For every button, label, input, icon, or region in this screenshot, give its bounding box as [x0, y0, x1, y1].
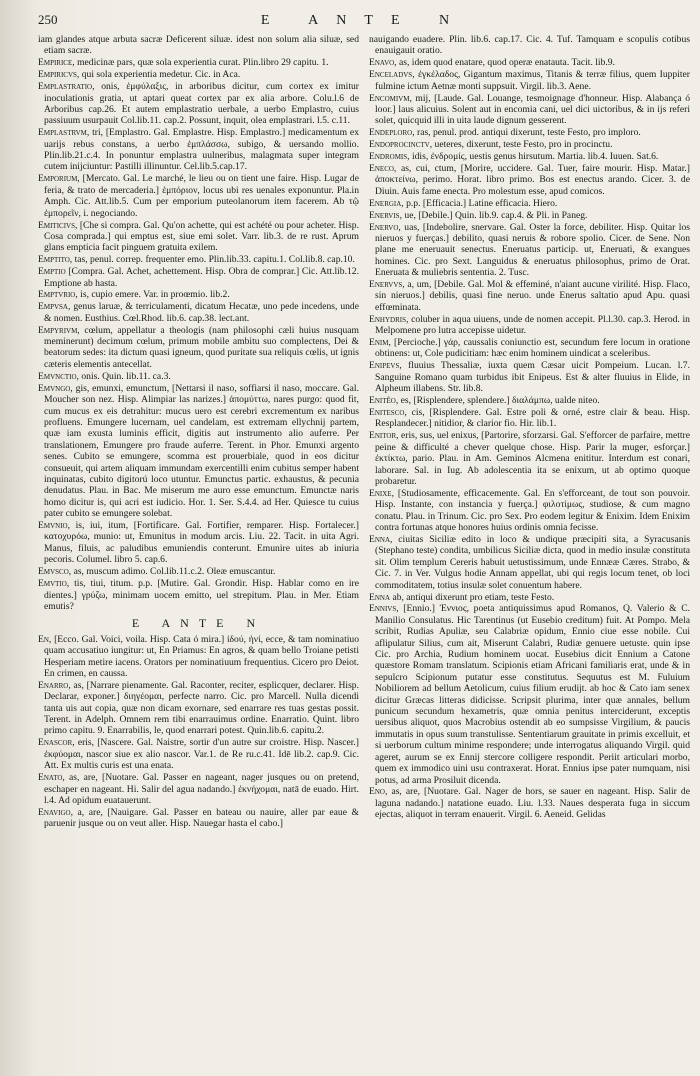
entry-text: tas, penul. correp. frequenter emo. Plin.lib.33. capitu.1. Col.lib.8. cap.10. [74, 254, 355, 266]
entry-text: ab, antiqui dixerunt pro etiam, teste Festo. [392, 591, 555, 603]
entry-headword: Ennivs, [369, 603, 399, 615]
dictionary-entry [38, 57, 359, 68]
entry-headword: Emvsco, [38, 566, 72, 578]
dictionary-entry [369, 198, 690, 209]
entry-text: [Che si compra. Gal. Qu'on achette, qui est achété ou pour acheter. Hisp. Cosa comprada.] qui emptus est, siue emi solet. Varr. lib.3. de re rust. Aprum glans empticia facit pinguem gratuita exilem. [44, 219, 359, 254]
dictionary-entry [38, 772, 359, 806]
entry-text: genus laruæ, & terriculamenti, dicatum Hecatæ, uno pede incedens, unde & nomen. Eusthius. Cœl.Rhod. lib.6. cap.38. lect.ant. [44, 301, 359, 324]
entry-text: [Compra. Gal. Achet, achettement. Hisp. Obra de comprar.] Cic. Att.lib.12. Emptione ab hasta. [44, 266, 359, 289]
dictionary-entry [369, 534, 690, 591]
entry-text: tis, tiui, titum. p.p. [Mutire. Gal. Grondir. Hisp. Hablar como en ire dientes.] γρύζω, minimam uocem emitto, uel strepitum. Plau. in Mer. Etiam emutis? [44, 578, 359, 612]
dictionary-entry [38, 81, 359, 127]
entry-text: iam glandes atque arbuta sacræ Deficerent siluæ. idest non solum alia siluæ, sed etiam sacræ. [38, 34, 359, 57]
dictionary-entry [38, 220, 359, 254]
dictionary-entry [38, 254, 359, 265]
entry-headword: Enitêo, [369, 395, 399, 407]
entry-text: ἐγκέλαδος, Gigantum maximus, Titanis & terræ filius, quem Iuppiter fulmine ictum Aetnæ monti suppsuit. Virgil. lib.3. Aene. [375, 69, 690, 92]
dictionary-entry [369, 360, 690, 394]
entry-headword: Emvnio, [38, 520, 70, 532]
entry-headword: Empyrivm, [38, 324, 80, 336]
entry-headword: Emptvrio, [38, 289, 78, 301]
dictionary-entry [38, 807, 359, 830]
entry-text: ue, [Debile.] Quin. lib.9. cap.4. & Pli. in Paneg. [404, 209, 588, 221]
entry-headword: Energia, [369, 197, 404, 209]
entry-headword: Emvngo, [38, 382, 73, 394]
entry-text: is, cupio emere. Var. in proœmio. lib.2. [80, 289, 230, 301]
dictionary-entry [38, 371, 359, 382]
entry-headword: Enim, [369, 337, 391, 349]
dictionary-entry [38, 680, 359, 737]
entry-text: p.p. [Efficacia.] Latine efficacia. Hiero. [406, 197, 558, 209]
dictionary-entry [369, 786, 690, 820]
entry-text: coluber in aqua uiuens, unde de nomen accepit. Pl.l.30. cap.3. Herod. in Melpomene pro lutra accepisse uidetur. [375, 313, 690, 337]
entry-text: es, [Risplendere, splendere.] διαλάμπω, ualde niteo. [400, 395, 600, 407]
entry-headword: Emplastratio, [38, 81, 95, 93]
dictionary-entry [38, 578, 359, 612]
dictionary-entry [38, 34, 359, 57]
entry-headword: Enipevs, [369, 360, 402, 372]
dictionary-entry [369, 603, 690, 786]
dictionary-entry [38, 266, 359, 289]
entry-text: as, muscum adimo. Col.lib.11.c.2. Oleæ emuscantur. [73, 566, 276, 578]
entry-text: [Studiosamente, efficacemente. Gal. En s'efforceant, de tout son pouvoir. Hisp. Instante, con instancia y fuerça.] φιλοτίμως, studiose, & cum magno conatu. Plau. in Trinum. Cic. pro Sex. Pro eodem legitur & Enixim. Idem Enixim contra fortunas atque honores huius ordinis omnia fecisse. [375, 487, 690, 534]
entry-text: is, iui, itum, [Fortificare. Gal. Fortifier, remparer. Hisp. Fortalecer.] κατοχυρόω, munio: ut, Emunitus in modum arcis. Liu. 22. Tacit. in uita Agri. Manus, filuis, ac paludibus emuniendis conterunt. Emunire uites ab iniuria pecoris. Columel. libro 5. cap.6. [44, 520, 359, 566]
dictionary-entry [369, 57, 690, 68]
entry-text: eris, sus, uel enixus, [Partorire, sforzarsi. Gal. S'efforcer de parfaire, mettre peine & difficulté a chever quelque chose. Hisp. Parir la muger, esforçar.] ἐκτίκτω, pario. Plau. in Am. Geminos Alcmena enititur. Interdum est conari, laborare. Sal. in Iug. Ab adolescentia ita se enixum, ut ab optimo quoque probaretur. [375, 430, 690, 487]
entry-headword: Enna, [369, 533, 393, 545]
dictionary-entry [369, 407, 690, 430]
entry-text: [Mercato. Gal. Le marché, le lieu ou on tient une faire. Hisp. Lugar de feria, & trato de mercaderia.] ἐμπόριον, locus ubi res uenales exponuntur. Pla.in Amph. Cic. Att.lib.5. Cum per emporium puteolanorum item facerem. Ab τῷ ἐμπορεῖν, i. negociando. [44, 173, 359, 219]
entry-text: as, are, [Nuotare. Gal. Nager de hors, se sauer en nageant. Hisp. Salir de laguna nadando.] natatione euado. Liu. l.33. Naues desperata fuga in siccum ejectas, aliquot in terram enauerit. Virgil. 6. Aeneid. Gelidas [375, 786, 690, 821]
entry-text: ciuitas Siciliæ edito in loco & undique præcipiti sita, a Syracusanis (Stephano teste) condita, umbilicus Siciliæ dicta, quod in medio insulæ constituta sit. Olim templum Cereris habuit uetustissimum, unde Ennææ Cæres. Strabo, & Cic. 7. in Ver. Vulgus hodie Annam appellat, ubi qui regis locum tenet, ob loci commoditatem, totius insulæ solet conuentum habere. [375, 533, 690, 591]
entry-headword: Emptio [38, 266, 66, 278]
entry-text: onis, ἐμφύλαξις, in arboribus dicitur, cum cortex ex imitur inoculationis gratia, ut aptari queat cortex par ex alia arbore. Colu.l.6 de Arboribus cap.26. Et autem emplastratio uerbale, a uerbo Emplastro, cuius passiuum usurpauit Col.lib.11. cap.2. Possunt, inquit, olea emplastrari. l.5. c.11. [44, 81, 359, 127]
dictionary-entry [369, 127, 690, 138]
dictionary-entry [38, 566, 359, 577]
entry-headword: Enavo, [369, 57, 397, 69]
dictionary-entry [38, 737, 359, 771]
dictionary-entry [38, 173, 359, 219]
entry-text: gis, emunxi, emunctum, [Nettarsi il naso, soffiarsi il naso, moccare. Gal. Moucher son nez. Hisp. Alimpiar las narizes.] ἀπομύττω, nares purgo: quod fit, cum mucus ex eis detrahitur: mucus uero est cerebri excrementum ex naribus profluens. Emungere lucernam, uel candelam, est extremam ellychnij partem, quæ iam exusta luminis efficit, digitis aut instrumento alio auferre. Per translationem, Emungere pro fraude auferre. Terent. in Phor. Emunxi argento senes. Cubito se emungere, scomma est prouerbiale, quod in eos dicitur consueuit, qui artem aliquam immundam exercentilli enim cubitus semper habent inquinatas, cubito digitorú loco utuntur. Emunctus partic. exhaustus, & pecunia denudatus. Plau. in Bac. Me miserum me auro esse emunctum. Emunctæ naris homo dicitur is, qui acri est iudicio. Hor. 1. Ser. S.4.4. ad Her. Quiesce tu cuius pater cubito se emungere solebat. [44, 382, 359, 520]
right-entries [369, 34, 690, 821]
entry-headword: En, [38, 633, 52, 645]
dictionary-entry [369, 279, 690, 313]
left-entries [38, 34, 359, 612]
entry-headword: Enascor, [38, 737, 75, 749]
entry-headword: Empirice, [38, 57, 75, 69]
entry-text: as, [Narrare pienamente. Gal. Raconter, reciter, esplicquer, declarer. Hisp. Declarar, exponer.] διηγέομαι, perfecte narro. Cic. pro Marcell. Nulla dicendi tanta uis aut copia, quæ non dicam exornare, sed enarrare res tuas gestas possit. Terent. in Adelph. Omnem rem tibi enarrauimus ordine. Enarratio. Quint. libro primo capitu. 9. Enarrabilis, le, quod enarrari potest. Quin.lib.6. capitu.2. [44, 679, 359, 737]
section-heading: E ANTE N [131, 616, 266, 631]
dictionary-entry [38, 301, 359, 324]
entry-headword: Eneco, [369, 162, 397, 174]
entry-text: as, idem quod enatare, quod operæ enatauta. Tacit. lib.9. [398, 57, 615, 69]
entry-text: medicinæ pars, quæ sola experientia curat. Plin.libro 29 capitu. 1. [77, 57, 329, 69]
entry-headword: Enervo, [369, 221, 401, 233]
entry-headword: Emptito, [38, 254, 73, 266]
dictionary-entry [369, 93, 690, 127]
entry-headword: Enceladvs, [369, 69, 415, 81]
entry-text: [Percioche.] γάρ, caussalis coniunctio est, secundum fere locum in oratione obtinens: ut, Cole pudicitiam: hæc enim hominem uindicat a sceleribus. [375, 337, 690, 360]
entry-headword: Enarro, [38, 679, 71, 691]
entry-text: [Ecco. Gal. Voici, voila. Hisp. Cata ó mira.] ἰδού, ἠνί, ecce, & tam nominatiuo quam accusatiuo iungitur: ut, En Priamus: En agros, & quam bello Troiane petisti Hesperiam metire iacens. Orators per nominatiuum frequentius. Cicero pro Deiot. En crimen, en caussa. [44, 633, 359, 679]
dictionary-entry [38, 289, 359, 300]
entry-headword: Enervis, [369, 209, 402, 221]
entry-headword: Empiricvs, [38, 69, 80, 81]
dictionary-entry [369, 314, 690, 337]
entry-headword: Enitor, [369, 430, 399, 442]
entry-text: idis, ἐνδρομίς, uestis genus hirsutum. Martia. lib.4. Iuuen. Sat.6. [411, 151, 659, 163]
dictionary-entry [369, 69, 690, 92]
entry-text: qui sola experientia medetur. Cic. in Aca. [81, 69, 241, 81]
dictionary-entry [38, 127, 359, 173]
right-column [369, 34, 690, 1064]
entry-headword: Emiticivs, [38, 219, 78, 231]
entry-text: ras, penul. prod. antiqui dixerunt, teste Festo, pro imploro. [417, 127, 641, 139]
entry-headword: Enato, [38, 772, 65, 784]
left-column [38, 34, 359, 1064]
dictionary-entry [369, 430, 690, 487]
entry-text: as, cui, ctum, [Morire, uccidere. Gal. Tuer, faire mourir. Hisp. Matar.] ἀποκτείνω, perimo. Horat. libro primo. Bos est enectus arando. Cicer. 3. de Diuin. Auis fame enecta. Pro molestum esse, apud comicos. [375, 162, 690, 197]
entry-text: ueteres, dixerunt, teste Festo, pro in procinctu. [434, 139, 613, 151]
entry-text: onis. Quin. lib.11. ca.3. [81, 370, 171, 382]
running-head: E ANTE N [260, 13, 468, 28]
entry-headword: Emporium, [38, 173, 80, 185]
entry-text: tri, [Emplastro. Gal. Emplastre. Hisp. Emplastro.] medicamentum ex uarijs rebus constans, a uerbo ἐμπλάσσω, subigo, & uersando mollio. Plin.lib.21.c.4. In ponuntur emplastra uulneribus, malagmata super integram cutem inijciuntur: Pastilli illinuntur. Cel.lib.5.cap.17. [44, 127, 359, 173]
entry-text: cis, [Risplendere. Gal. Estre poli & orné, estre clair & beau. Hisp. Resplandecer.] nitidior, & clarior fio. Hir. lib.1. [375, 407, 690, 430]
entry-text: uas, [Indebolire, snervare. Gal. Oster la force, debiliter. Hisp. Quitar los nieruos y fuerças.] debilito, quasi neruis & robore spolio. Cicer. de Sene. Non plane me eneruauit senectus. Eneruatus particip. ut, Eneruati, & exangues homines. Cic. pro Sext. Languidus & eneruatus philosophus, primo de Orat. Eneruata & muliebris sententia. 2. Tusc. [375, 221, 690, 279]
dictionary-entry [38, 383, 359, 520]
entry-text: eris, [Nascere. Gal. Naistre, sortir d'un autre sur croistre. Hisp. Nascer.] ἐκφύομαι, nascor siue ex alio nascor. Var.1. de Re ru.c.41. Idē lib.2. cap.9. Cic. Att. Ex multis curis est una enata. [44, 737, 359, 772]
entry-headword: Enixe, [369, 487, 394, 499]
dictionary-entry [369, 592, 690, 603]
entry-text: cœlum, appellatur a theologis (nam philosophi cæli huius nusquam meminerunt) decimum cœlum, primum mobile ambitu suo complectens, Dei & beatorum sedes: ita dictum quasi igneum, quod puritate sua reliquis cœlis, ut ignis cæteris elementis antecellat. [44, 324, 359, 370]
entry-headword: Endromis, [369, 151, 410, 163]
page-header [38, 12, 690, 30]
entry-text: as, are, [Nuotare. Gal. Passer en nageant, nager jusques ou on pretend, eschaper en nageant. Hi. Salir del agua nadando.] ἐκνήχομαι, natā de euado. Hirt. l.4. Ad opidum euatauerunt. [44, 772, 359, 806]
entry-headword: Emvtio, [38, 578, 70, 590]
page-number: 250 [38, 12, 58, 27]
dictionary-entry [369, 151, 690, 162]
dictionary-entry [38, 520, 359, 566]
dictionary-entry [369, 163, 690, 197]
entry-text: a, are, [Nauigare. Gal. Passer en bateau ou nauire, aller par eaue & paruenir jusque ou on veut aller. Hisp. Nauegar hasta el cabo.] [44, 806, 359, 830]
entry-headword: Endeploro, [369, 127, 415, 139]
entry-headword: Enhydris, [369, 313, 409, 325]
dictionary-entry [369, 488, 690, 534]
dictionary-entry [369, 34, 690, 57]
dictionary-entry [38, 69, 359, 80]
entry-headword: Emplastrvm, [38, 127, 90, 139]
dictionary-entry [369, 337, 690, 360]
entry-headword: Enavigo, [38, 806, 73, 818]
entry-text: fluuius Thessaliæ, iuxta quem Cæsar uicit Pompeium. Lucan. l.7. Sanguine Romano quam turbidus ibit Enipeus. Est & alter fluuius in Elide, in Alpheum illabens. Str. lib.8. [375, 360, 690, 395]
dictionary-entry [38, 325, 359, 371]
dictionary-entry [369, 395, 690, 406]
dictionary-entry [369, 210, 690, 221]
entry-headword: Endoprocinctv, [369, 139, 433, 151]
entry-headword: Enitesco, [369, 407, 407, 418]
entry-text: [Ennio.] Ἐννιος, poeta antiquissimus apud Romanos, Q. Valerio & C. Manilio Consulatus. Hic Tarentinus (ut Eusebio creditum) fuit. At Pompo. Mela scribit, Rudias Apuliæ, seu Calabriæ opidum, Ennio ciue esse nobile. Cui aflipulatur Silius, cum ait, Miserunt Calabri, Rudiæ genuere uetuste. quin ipse Cic. pro Archia, Rudium hominem uocat. Eusebius dicit Ennium a Catone quæstore Romam translatum. Scipionis etiam Africani familiaris erat, unde & in sepulcro Scipionum putatur esse constitutus. Sequutus est M. Fuluium Nobiliorem ad bellum Aetolicum, cuius filium erudijt. ab hoc & Cato iam senex dicitur Græcas litteras didicisse. Scripsit plurima, inter quæ annales, bellum punicum secundum hexametris, quæ omnia penitus interciderunt, exceptis uersibus aliquot, quos Macrobius ostendit ab eo sumpsisse Virgilium, & paucis immutatis in opus suum transtulisse. Sententiarum grauitate in primis excelluit, et si uerborum cultum minime respondere; unde interrogatus aliquando Virgil. quid ageret, aurum se ex Ennij stercore colligere respondit. Periit articulari morbo, quem ex immodico uini usu contraxerat. Horat. Ennius ipse pater numquam, nisi potus, ad arma Prosiluit dicenda. [375, 603, 690, 786]
dictionary-entry [369, 139, 690, 150]
entry-text: a, um, [Debile. Gal. Mol & effeminé, n'aiant aucune virilité. Hisp. Flaco, sin nieruos.] debilis, quasi fine neruo. unde Enerus saltatio apud Apu. quasi effœminata. [375, 279, 690, 313]
text-columns [38, 34, 690, 1064]
entry-headword: Eno, [369, 786, 388, 798]
entry-text: mij, [Laude. Gal. Louange, tesmoignage d'honneur. Hisp. Alabança ó loor.] laus alicuius. Solent aut in encomia cani, uel dici uictoribus, & in ijs referi solet, quicquid illi in uita laude dignum gesserent. [375, 92, 690, 127]
entry-headword: Enervvs, [369, 279, 405, 291]
entry-headword: Emvnctio, [38, 370, 79, 382]
dictionary-entry [38, 634, 359, 680]
dictionary-entry [369, 222, 690, 279]
entry-headword: Encomivm, [369, 92, 412, 104]
left-entries-after-heading [38, 634, 359, 830]
entry-headword: Empvsa, [38, 301, 71, 313]
entry-text: nauigando euadere. Plin. lib.6. cap.17. Cic. 4. Tuf. Tamquam e scopulis cotibus enauigauit oratio. [369, 34, 690, 57]
entry-headword: Enna [369, 591, 391, 603]
